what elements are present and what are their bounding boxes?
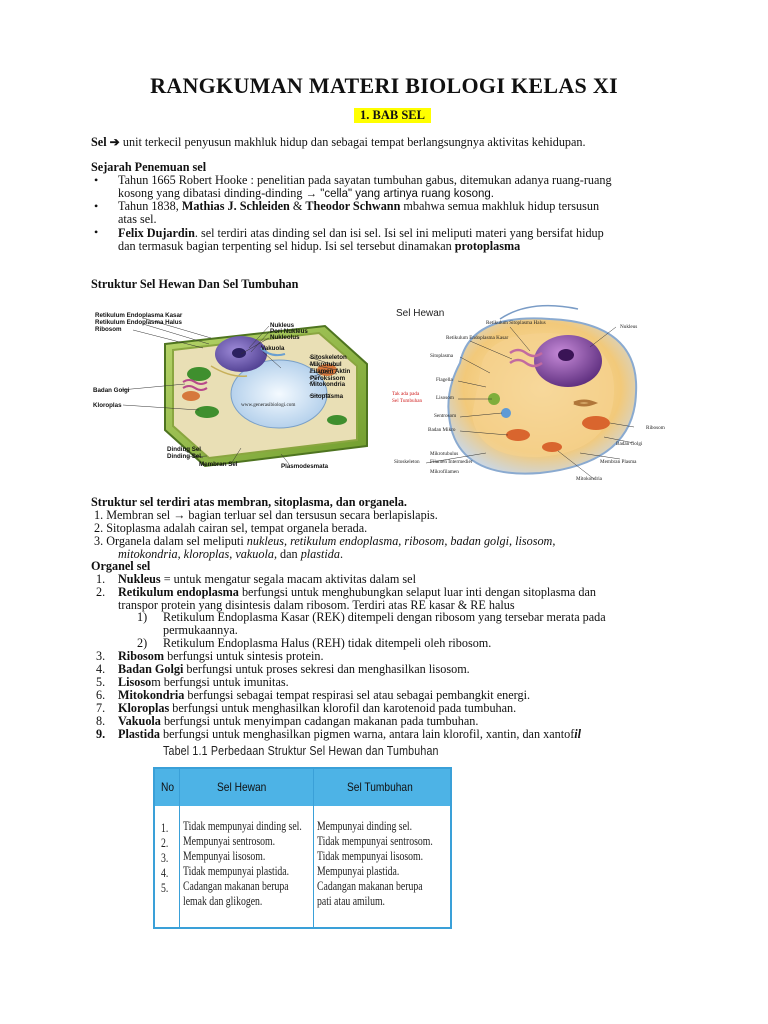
animal-note: Tak ada pada: [392, 391, 420, 397]
organelle-name: Plastida: [118, 727, 160, 741]
scientist-schleiden: Mathias J. Schleiden: [181, 199, 290, 213]
animal-label: Ribosom: [646, 425, 665, 431]
plant-label: Pori Nukleus: [270, 328, 308, 335]
table-divider: [179, 769, 180, 927]
history-item-2-line-2: atas sel.: [118, 212, 157, 226]
organelle-number: 6.: [96, 688, 106, 702]
animal-label: Sitoplasma: [430, 353, 454, 359]
animal-label: Sitoskeleton: [394, 459, 420, 465]
organelle-name: Vakuola: [118, 714, 161, 728]
animal-label: Badan Golgi: [616, 441, 643, 447]
tumbuhan-cell: pati atau amilum.: [317, 894, 385, 908]
plant-label: Mitokondria: [310, 381, 346, 388]
plant-label: Nukleolus: [270, 334, 300, 341]
animal-label: Mikrotubulus: [430, 451, 459, 457]
composition-item-3-line-2: [118, 548, 343, 561]
history-item-1-cella: → "cella" yang artinya ruang kosong.: [305, 188, 494, 200]
scientist-schwann: Theodor Schwann: [305, 199, 401, 213]
animal-label: Membran Plasma: [600, 459, 637, 465]
plant-label: Dinding Sel: [167, 446, 202, 453]
history-item-3-line-2: [118, 240, 520, 253]
plant-label: Ribosom: [95, 326, 122, 333]
conjunction: dan: [277, 547, 301, 561]
table-caption: Tabel 1.1 Perbedaan Struktur Sel Hewan dan Tumbuhan: [163, 743, 439, 758]
bullet-icon: •: [94, 173, 99, 187]
sub-item-line-2: permukaannya.: [163, 623, 238, 637]
organelle-name: Lisoso: [118, 675, 152, 689]
bullet-icon: •: [94, 199, 99, 213]
page-title: RANGKUMAN MATERI BIOLOGI KELAS XI: [150, 73, 618, 98]
plant-label: Nukleus: [270, 322, 295, 329]
animal-cell-illustration: [390, 303, 678, 485]
hewan-cell: Tidak mempunyai plastida.: [183, 864, 290, 878]
organelle-number: 1.: [96, 572, 106, 586]
tumbuhan-cell: Mempunyai dinding sel.: [317, 819, 413, 833]
row-number: 2.: [161, 836, 169, 850]
organelle-name: Kloroplas: [118, 701, 170, 715]
definition-text: unit terkecil penyusun makhluk hidup dan sebagai tempat berlangsungnya aktivitas kehidupan.: [119, 135, 586, 149]
organelle-desc: berfungsi sebagai tempat respirasi sel atau sebagai pembangkit energi.: [184, 688, 531, 702]
organelle-number: 3.: [96, 649, 106, 663]
organelle-number: 2.: [96, 585, 106, 599]
history-item-2-amp: &: [289, 199, 306, 213]
row-number: 1.: [161, 821, 169, 835]
organelle-list: nukleus, retikulum endoplasma, ribosom, badan golgi, lisosom,: [246, 534, 556, 548]
sub-item: Retikulum Endoplasma Kasar (REK) ditempeli dengan ribosom yang tersebar merata pada: [163, 610, 606, 624]
organelle-desc: berfungsi untuk menghasilkan pigmen warna, antara lain klorofil, xantin, dan xantof: [159, 727, 575, 741]
history-item-3-text: . sel terdiri atas dinding sel dan isi sel. Isi sel ini meliputi materi yang bersifat hidup: [194, 226, 604, 240]
organelle-desc: berfungsi untuk menghasilkan klorofil dan karotenoid pada tumbuhan.: [169, 701, 517, 715]
plant-label: Vakuola: [261, 345, 285, 352]
organelle-list-2: mitokondria, kloroplas, vakuola,: [118, 547, 277, 561]
organelle-desc: = untuk mengatur segala macam aktivitas dalam sel: [160, 572, 416, 586]
plant-label: Plasmodesmata: [281, 463, 329, 470]
row-number: 3.: [161, 851, 169, 865]
plastida-term: plastida: [300, 547, 340, 561]
animal-label: Retikulum Endoplasma Kasar: [446, 335, 509, 341]
period: .: [339, 547, 344, 561]
organelle-number: 4.: [96, 662, 106, 676]
history-item-3-text-2: dan termasuk bagian terpenting sel hidup. Isi sel tersebut dinamakan: [118, 239, 455, 253]
hewan-cell: Cadangan makanan berupa: [183, 879, 289, 893]
history-item-2-tail: mbahwa semua makhluk hidup tersusun: [400, 199, 600, 213]
header-sel-tumbuhan: Sel Tumbuhan: [347, 780, 413, 794]
animal-label: Flagella: [436, 377, 453, 383]
tumbuhan-cell: Cadangan makanan berupa: [317, 879, 423, 893]
organelle-desc: berfungsi untuk sintesis protein.: [164, 649, 324, 663]
hewan-cell: Mempunyai sentrosom.: [183, 834, 276, 848]
organelle-desc: berfungsi untuk menghubungkan selaput luar inti dengan sitoplasma dan: [238, 585, 596, 599]
plant-cell-illustration: [91, 308, 389, 478]
organelle-name: Nukleus: [118, 572, 161, 586]
row-number: 4.: [161, 866, 169, 880]
hewan-cell: lemak dan glikogen.: [183, 894, 263, 908]
protoplasma-term: protoplasma: [454, 239, 521, 253]
composition-heading: Struktur sel terdiri atas membran, sitoplasma, dan organela.: [91, 495, 407, 509]
plant-label: Peroksisom: [310, 375, 346, 382]
definition-line: [91, 136, 586, 149]
animal-label: Sentrosom: [434, 413, 457, 419]
animal-label: Retikulum Sitoplasma Halus: [486, 320, 546, 326]
structure-heading: Struktur Sel Hewan Dan Sel Tumbuhan: [91, 277, 299, 291]
organelle-desc-tail: il: [574, 727, 582, 741]
tumbuhan-cell: Tidak mempunyai sentrosom.: [317, 834, 433, 848]
sub-item-number: 2): [137, 636, 148, 650]
organelle-desc: m berfungsi untuk imunitas.: [151, 675, 289, 689]
scientist-dujardin: Felix Dujardin: [118, 226, 195, 240]
animal-note: Sel Tumbuhan: [392, 398, 423, 404]
history-item-2-text: Tahun 1838,: [118, 199, 182, 213]
header-sel-hewan: Sel Hewan: [217, 780, 267, 794]
organelle-name: Mitokondria: [118, 688, 185, 702]
composition-item-2: 2. Sitoplasma adalah cairan sel, tempat organela berada.: [94, 521, 368, 535]
plant-label: Membran Sel: [199, 461, 238, 468]
animal-cell-title: Sel Hewan: [396, 308, 445, 319]
tumbuhan-cell: Mempunyai plastida.: [317, 864, 400, 878]
organelle-desc: berfungsi untuk menyimpan cadangan makanan pada tumbuhan.: [160, 714, 479, 728]
composition-item-1: 1. Membran sel → bagian terluar sel dan tersusun secara berlapislapis.: [94, 508, 438, 522]
organelle-desc: berfungsi untuk proses sekresi dan menghasilkan lisosom.: [183, 662, 470, 676]
organelle-heading: Organel sel: [91, 559, 151, 573]
organelle-name: Ribosom: [118, 649, 165, 663]
plant-label: Filamen Aktin: [310, 368, 351, 375]
organelle-number: 5.: [96, 675, 106, 689]
animal-label: Filamen Intermedier: [430, 459, 473, 465]
organelle-name: Retikulum endoplasma: [118, 585, 239, 599]
row-number: 5.: [161, 881, 169, 895]
animal-label: Mitokondria: [576, 476, 602, 482]
tumbuhan-cell: Tidak mempunyai lisosom.: [317, 849, 424, 863]
organelle-number: 8.: [96, 714, 106, 728]
organelle-item-line-2: transpor protein yang disintesis dalam ribosom. Terdiri atas RE kasar & RE halus: [118, 598, 515, 612]
plant-label: Mikrotubul: [310, 361, 342, 368]
plant-watermark: www.generasibiologi.com: [241, 402, 296, 408]
bullet-icon: •: [94, 225, 99, 239]
organelle-item: [118, 728, 581, 741]
animal-label: Nukleus: [620, 324, 638, 330]
hewan-cell: Tidak mempunyai dinding sel.: [183, 819, 302, 833]
plant-label: Badan Golgi: [93, 387, 130, 394]
plant-label: Sitoplasma: [310, 393, 344, 400]
plant-label: Retikulum Endoplasma Kasar: [95, 312, 183, 319]
animal-label: Badan Mikro: [428, 427, 456, 433]
sub-item-number: 1): [137, 610, 148, 624]
history-item-1-line-1: Tahun 1665 Robert Hooke : penelitian pada sayatan tumbuhan gabus, ditemukan adanya ruang-ruang: [118, 173, 612, 187]
organelle-name: Badan Golgi: [118, 662, 184, 676]
animal-label: Mikrofilamen: [430, 469, 459, 475]
definition-term: Sel: [91, 135, 107, 149]
plant-label: Dinding Sel: [167, 453, 202, 460]
chapter-heading: 1. BAB SEL: [354, 108, 431, 123]
plant-label: Kloroplas: [93, 402, 122, 409]
plant-label: Sitoskeleton: [310, 354, 347, 361]
organelle-number: 9.: [96, 727, 106, 741]
history-heading: Sejarah Penemuan sel: [91, 160, 207, 174]
history-item-2-line-1: [118, 200, 599, 213]
composition-item-3-text: 3. Organela dalam sel meliputi: [94, 534, 247, 548]
table-divider: [313, 769, 314, 927]
history-item-1-text: kosong yang dibatasi dinding-dinding: [118, 186, 306, 200]
comparison-table: [153, 767, 452, 929]
animal-label: Lisosom: [436, 395, 454, 401]
header-no: No: [161, 780, 175, 794]
plant-label: Retikulum Endoplasma Halus: [95, 319, 182, 326]
sub-item: Retikulum Endoplasma Halus (REH) tidak ditempeli oleh ribosom.: [163, 636, 492, 650]
organelle-number: 7.: [96, 701, 106, 715]
hewan-cell: Mempunyai lisosom.: [183, 849, 266, 863]
arrow-icon: ➔: [109, 135, 120, 149]
